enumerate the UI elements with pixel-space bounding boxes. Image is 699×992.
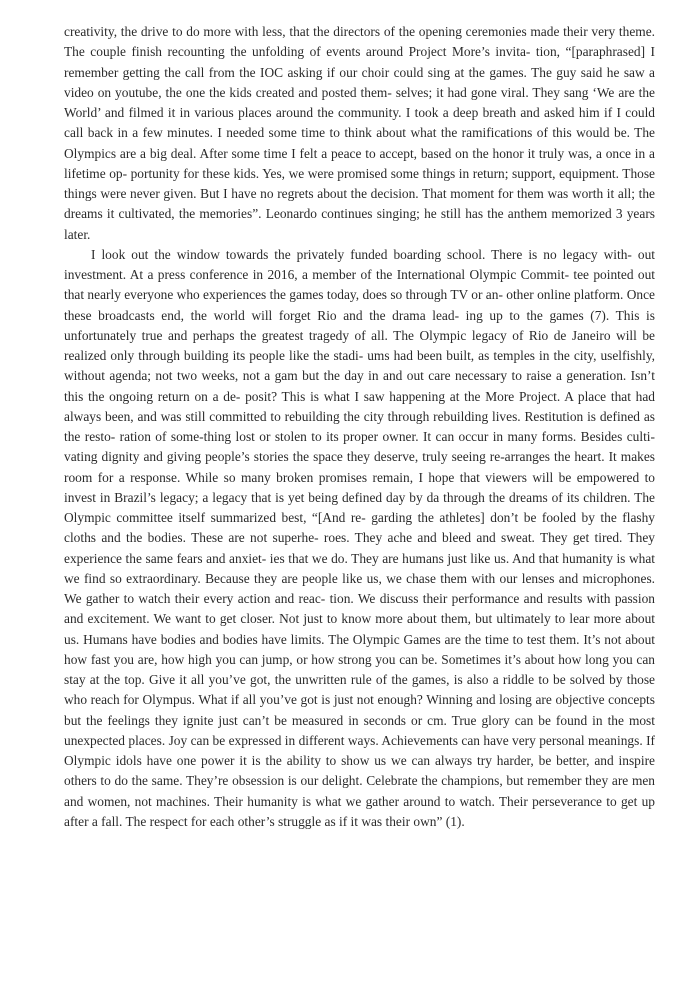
paragraph-2: I look out the window towards the privately funded boarding school. There is no legacy with- out investment. At a press conference in 2016, a member of the International Olympic Commit- tee pointed out that nearly everyone who experiences the games today, does so through TV or an- other online platform. Once these broadcasts end, the world will forget Rio and the drama lead- ing up to the games (7). This is unfortunately true and perhaps the greatest tragedy of all. The Olympic legacy of Rio de Janeiro will be realized only through building its people like the stadi- ums had been built, as temples in the city, uselfishly, without agenda; not two weeks, not a gam but the day in and out care necessary to raise a generation. Isn’t this the ongoing return on a de- posit? This is what I saw happening at the More Project. A place that had always been, and was still committed to rebuilding the city through rebuilding lives. Restitution is defined as the resto- ration of some-thing lost or stolen to its proper owner. It can occur in many forms. Besides culti- vating dignity and giving people’s stories the space they deserve, truly seeing re-arranges the heart. It makes room for a response. While so many broken promises remain, I hope that viewers will be empowered to invest in Brazil’s legacy; a legacy that is yet being defined day by da through the dreams of its children. The Olympic committee itself summarized best, “[And re- garding the athletes] don’t be fooled by the flashy cloths and the bodies. These are not superhe- roes. They ache and bleed and sweat. They get tired. They experience the same fears and anxiet- ies that we do. They are humans just like us. And that humanity is what we find so extraordinary. Because they are people like us, we chase them with our lenses and microphones. We gather to watch their every action and reac- tion. We discuss their performance and results with passion and excitement. We want to get closer. Not just to know more about them, but ultimately to lear more about us. Humans have bodies and bodies have limits. The Olympic Games are the time to test them. It’s not about how fast you are, how high you can jump, or how strong you can be. Sometimes it’s about how long you can stay at the top. Give it all you’ve got, the unwritten rule of the games, is also a riddle to be solved by those who reach for Olympus. What if all you’ve got is just not enough? Winning and losing are objective concepts but the feelings they ignite just can’t be measured in seconds or cm. True glory can be found in the most unexpected places. Joy can be expressed in different ways. Achievements can have very personal meanings. If Olympic idols have one power it is the ability to show us we can always try harder, be better, and inspire others to do the same. They’re obsession is our delight. Celebrate the champions, but remember they are men and women, not machines. Their humanity is what we gather around to watch. Their perseverance to get up after a fall. The respect for each other’s struggle as if it was their own” (1).: [64, 246, 655, 829]
document-body: [64, 22, 655, 832]
paragraph-1: creativity, the drive to do more with less, that the directors of the opening ceremonies made their very theme. The couple finish recounting the unfolding of events around Project More’s invita- tion, “[paraphrased] I remember getting the call from the IOC asking if our choir could sing at the games. The guy said he saw a video on youtube, the one the kids created and posted them- selves; it had gone viral. They sang ‘We are the World’ and filmed it in various places around the community. I took a deep breath and asked him if I could call back in a few minutes. I needed some time to think about what the ramifications of this would be. The Olympics are a big deal. After some time I felt a peace to accept, based on the honor it truly was, a once in a lifetime op- portunity for these kids. Yes, we were promised some things in return; support, equipment. Those things were never given. But I have no regrets about the decision. That moment for them was worth it all; the dreams it cultivated, the memories”. Leonardo continues singing; he still has the anthem memorized 3 years later.: [64, 24, 655, 242]
